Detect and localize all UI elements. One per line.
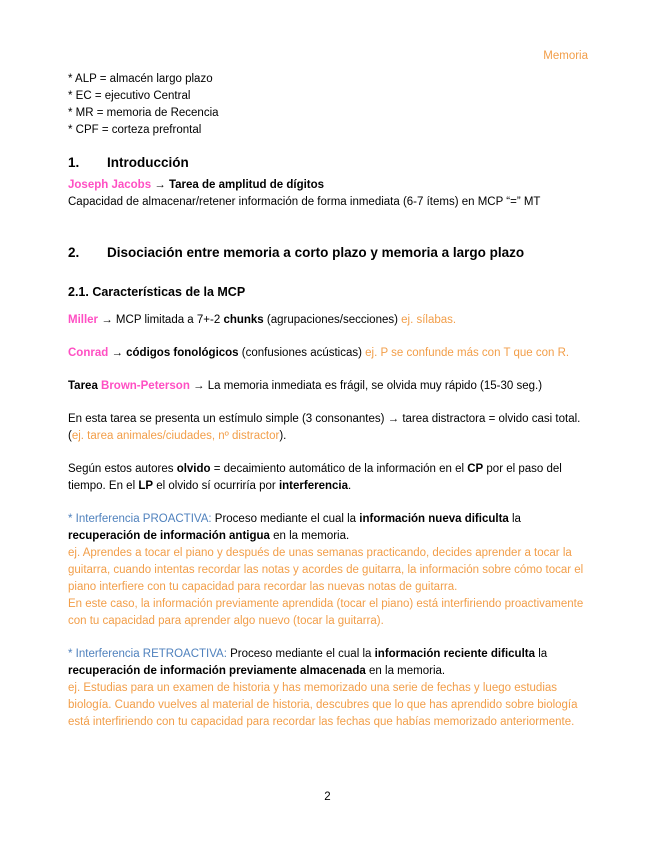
author-joseph-jacobs: Joseph Jacobs [68, 179, 152, 191]
abbreviation-item: * EC = ejecutivo Central [68, 90, 191, 102]
author-miller: Miller [68, 314, 99, 326]
miller-example: ej. sílabas. [401, 314, 457, 326]
proactive-text: Proceso mediante el cual la [211, 513, 360, 525]
olvido-bold-lp: LP [138, 480, 154, 492]
subsection-2-1-heading: 2.1. Características de la MCP [68, 285, 246, 299]
olvido-text: = decaimiento automático de la información en el [210, 463, 468, 475]
miller-text: → MCP limitada a 7+-2 [98, 314, 224, 326]
retroactive-bold-1: información reciente dificulta [374, 648, 535, 660]
conrad-bold-codigos: códigos fonológicos [126, 347, 239, 359]
proactive-text: la [508, 513, 521, 525]
paragraph-proactive-example-1: ej. Aprendes a tocar el piano y después de unas semanas practicando, decides aprender a tocar la guitarra, cuando intentas recordar las notas y acordes de guitarra, la información sobre cómo tocar el piano interfiere con tu capacidad para recordar las nuevas notas de guitarra. [68, 547, 584, 593]
paragraph-proactive [68, 511, 588, 545]
section-2-heading [68, 243, 588, 262]
section-1-heading [68, 153, 588, 172]
task-name: Tarea de amplitud de dígitos [168, 179, 325, 191]
author-brown-peterson: Brown-Peterson [101, 380, 190, 392]
abbreviation-item: * CPF = corteza prefrontal [68, 124, 202, 136]
proactive-bold-2: recuperación de información antigua [68, 530, 270, 542]
paragraph-distractor [68, 411, 588, 445]
olvido-text: . [347, 480, 352, 492]
section-2-number: 2. [68, 245, 80, 260]
paragraph-olvido [68, 461, 588, 495]
abbreviation-item: * MR = memoria de Recencia [68, 107, 219, 119]
brown-peterson-text: → La memoria inmediata es frágil, se olvida muy rápido (15-30 seg.) [189, 380, 543, 392]
section-1-title: Introducción [107, 155, 189, 170]
proactive-bold-1: información nueva dificulta [359, 513, 509, 525]
retroactive-bold-2: recuperación de información previamente almacenada [68, 665, 366, 677]
abbreviation-list [68, 71, 588, 139]
paragraph-capacity: Capacidad de almacenar/retener información de forma inmediata (6-7 ítems) en MCP “=” MT [68, 196, 541, 208]
retroactive-label: * Interferencia RETROACTIVA: [68, 648, 227, 660]
olvido-bold: olvido [176, 463, 211, 475]
conrad-text: (confusiones acústicas) [238, 347, 366, 359]
paragraph-jacobs [68, 177, 588, 194]
olvido-text: Según estos autores [68, 463, 177, 475]
distractor-example: ej. tarea animales/ciudades, nº distractor [71, 430, 280, 442]
paragraph-brown-peterson [68, 378, 588, 395]
retroactive-text: la [535, 648, 548, 660]
olvido-text: el olvido sí ocurriría por [153, 480, 279, 492]
proactive-text: en la memoria. [269, 530, 350, 542]
paragraph-retroactive-example: ej. Estudias para un examen de historia y has memorizado una serie de fechas y luego estudias biología. Cuando vuelves al material de historia, descubres que lo que has aprendido sobre biología está interfiriendo con tu capacidad para recordar las fechas que habías memorizado anteriormente. [68, 682, 578, 728]
section-2-title: Disociación entre memoria a corto plazo y memoria a largo plazo [107, 245, 525, 260]
page-number: 2 [324, 791, 331, 803]
olvido-bold-cp: CP [467, 463, 484, 475]
conrad-text: → [108, 347, 127, 359]
olvido-text: por el paso del tiempo. En el [68, 463, 562, 492]
arrow-text: → [151, 179, 169, 191]
document-content [68, 0, 588, 731]
paragraph-conrad [68, 345, 588, 362]
paragraph-retroactive [68, 646, 588, 680]
paragraph-miller [68, 312, 588, 329]
distractor-text: En esta tarea se presenta un estímulo simple (3 consonantes) → tarea distractora = olvido casi total. ( [68, 413, 581, 442]
brown-peterson-bold-tarea: Tarea [68, 380, 102, 392]
abbreviation-item: * ALP = almacén largo plazo [68, 73, 213, 85]
olvido-bold-interferencia: interferencia [278, 480, 348, 492]
conrad-example: ej. P se confunde más con T que con R. [365, 347, 570, 359]
document-title: Memoria [543, 50, 588, 62]
distractor-text: ). [279, 430, 287, 442]
page-header [68, 48, 588, 65]
paragraph-proactive-example-2: En este caso, la información previamente aprendida (tocar el piano) está interfiriendo proactivamente con tu capacidad para aprender algo nuevo (tocar la guitarra). [68, 598, 584, 627]
miller-text: (agrupaciones/secciones) [263, 314, 402, 326]
miller-bold-chunks: chunks [223, 314, 264, 326]
retroactive-text: en la memoria. [365, 665, 446, 677]
author-conrad: Conrad [68, 347, 109, 359]
retroactive-text: Proceso mediante el cual la [226, 648, 375, 660]
proactive-label: * Interferencia PROACTIVA: [68, 513, 212, 525]
section-1-number: 1. [68, 155, 80, 170]
